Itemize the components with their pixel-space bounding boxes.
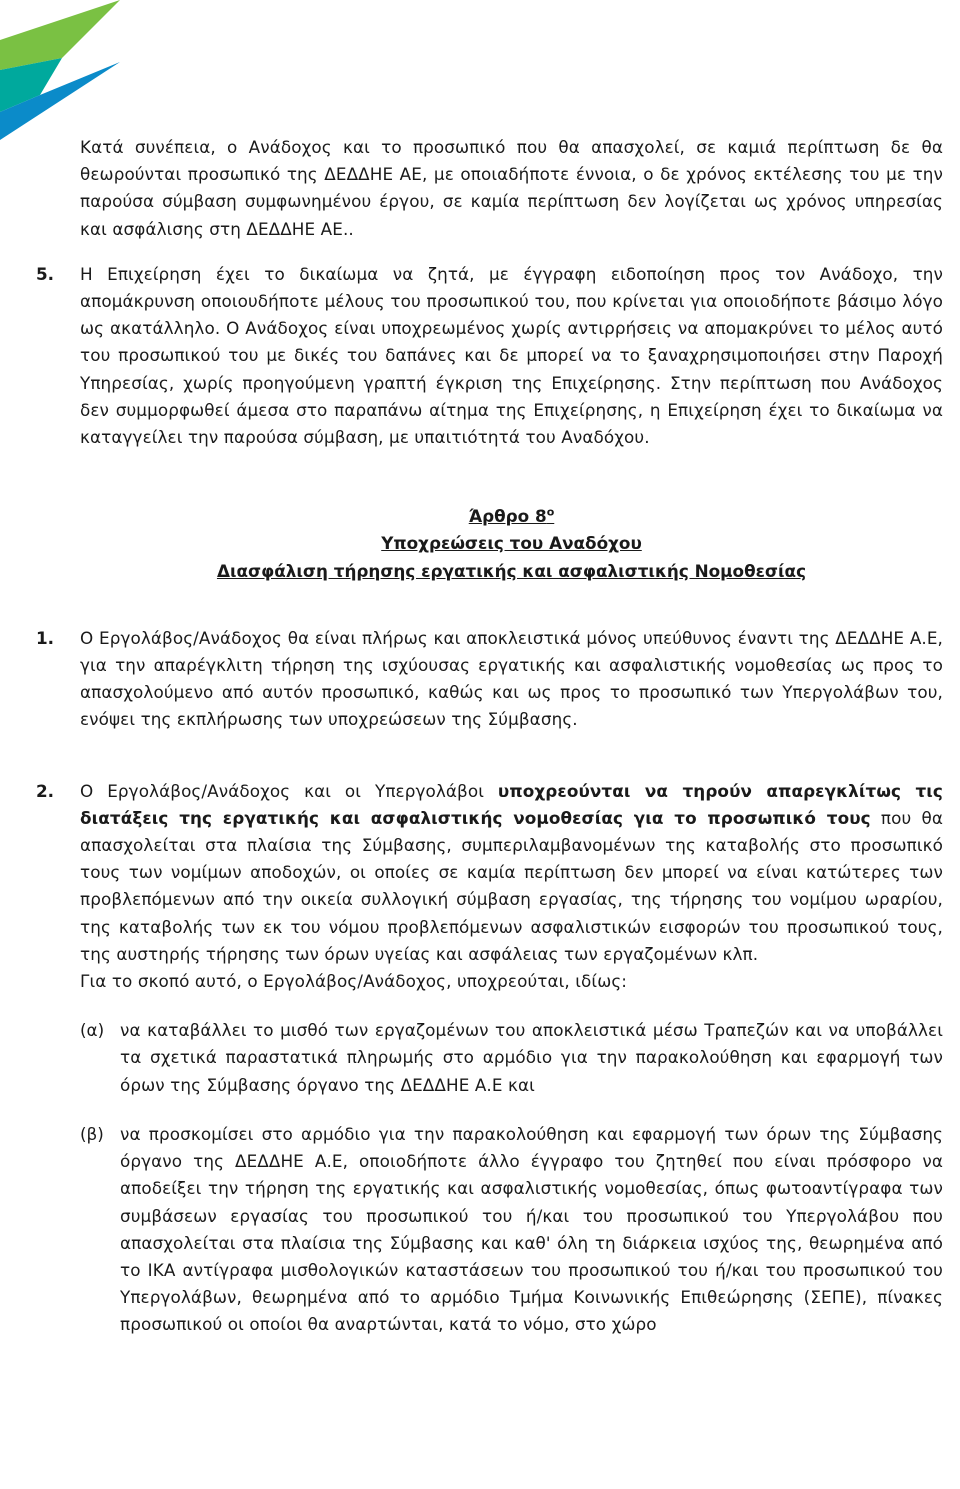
item-5-text: Η Επιχείρηση έχει το δικαίωμα να ζητά, με έγγραφη ειδοποίηση προς τον Ανάδοχο, την απομάκρυνση οποιουδήποτε μέλους του προσωπικού του, που κρίνεται για οποιοδήποτε βάσιμο λόγο ως ακατάλληλο. Ο Ανάδοχος είναι υποχρεωμένος χωρίς αντιρρήσεις να απομακρύνει το μέλος αυτό του προσωπικού του με δικές του δαπάνες και δε μπορεί να το ξαναχρησιμοποιήσει στην Παροχή Υπηρεσίας, χωρίς προηγούμενη γραπτή έγκριση της Επιχείρησης. Στην περίπτωση που Ανάδοχος δεν συμμορφωθεί άμεσα στο παραπάνω αίτημα της Επιχείρησης, η Επιχείρηση έχει το δικαίωμα να καταγγείλει την παρούσα σύμβαση, με υπαιτιότητά του Αναδόχου.	[80, 263, 943, 448]
sub-item-b	[80, 1121, 943, 1339]
intro-paragraph: Κατά συνέπεια, ο Ανάδοχος και το προσωπικό που θα απασχολεί, σε καμιά περίπτωση δε θα θεωρούνται προσωπικό της ΔΕΔΔΗΕ ΑΕ, με οποιαδήποτε έννοια, ο δε χρόνος εκτέλεσης του με την παρούσα σύμβαση συμφωνημένου έργου, σε καμία περίπτωση δεν λογίζεται ως χρόνος υπηρεσίας και ασφάλισης στη ΔΕΔΔΗΕ ΑΕ..	[80, 137, 943, 239]
item-1-text: Ο Εργολάβος/Ανάδοχος θα είναι πλήρως και αποκλειστικά μόνος υπεύθυνος έναντι της ΔΕΔΔΗΕ Α.Ε, για την απαρέγκλιτη τήρηση της ισχύουσας εργατικής και ασφαλιστικής νομοθεσίας ως προς το απασχολούμενο από αυτόν προσωπικό, καθώς και ως προς το προσωπικό των Υπεργολάβων του, ενόψει της εκπλήρωσης των υποχρεώσεων της Σύμβασης.	[80, 627, 943, 730]
sub-item-a	[80, 1017, 943, 1099]
company-logo-icon	[0, 0, 140, 140]
item-2-number: 2.	[36, 780, 55, 801]
item-5	[36, 261, 943, 451]
item-2-text	[80, 778, 943, 968]
item-2-lead: Ο Εργολάβος/Ανάδοχος και οι Υπεργολάβοι	[80, 780, 484, 801]
article-subtitle: Διασφάλιση τήρησης εργατικής και ασφαλιστικής Νομοθεσίας	[216, 560, 807, 581]
item-2-bold-clause: υποχρεούνται να τηρούν απαρεγκλίτως τις διατάξεις της εργατικής και ασφαλιστικής νομοθεσίας για το προσωπικό τους	[80, 780, 943, 828]
item-1-number: 1.	[36, 627, 55, 648]
sub-item-a-label: (α)	[80, 1020, 105, 1041]
sub-item-a-text: να καταβάλλει το μισθό των εργαζομένων του αποκλειστικά μέσω Τραπεζών και να υποβάλλει τα σχετικά παραστατικά πληρωμής στο αρμόδιο για την παρακολούθηση και εφαρμογή των όρων της Σύμβασης όργανο της ΔΕΔΔΗΕ Α.Ε και	[120, 1020, 943, 1095]
item-2	[36, 778, 943, 1339]
sub-item-b-text: να προσκομίσει στο αρμόδιο για την παρακολούθηση και εφαρμογή των όρων της Σύμβασης όργανο της ΔΕΔΔΗΕ Α.Ε, οποιοδήποτε άλλο έγγραφο του ζητηθεί που είναι πρόσφορο να αποδείξει την τήρηση της εργατικής και ασφαλιστικής νομοθεσίας, όπως φωτοαντίγραφα των συμβάσεων εργασίας του προσωπικού του ή/και του προσωπικού του Υπεργολάβου που απασχολείται στα πλαίσια της Σύμβασης και καθ' όλη τη διάρκεια ισχύος της, θεωρημένα από το ΙΚΑ αντίγραφα μισθολογικών καταστάσεων του προσωπικού του ή/και του προσωπικού του Υπεργολάβων, θεωρημένα από το αρμόδιο Τμήμα Κοινωνικής Επιθεώρησης (ΣΕΠΕ), πίνακες προσωπικού οι οποίοι θα αναρτώνται, κατά το νόμο, στο χώρο	[120, 1123, 943, 1335]
item-1	[36, 625, 943, 734]
item-2-rest: που θα απασχολείται στα πλαίσια της Σύμβασης, συμπεριλαμβανομένων της καταβολής στο προσωπικό τους των νομίμων αποδοχών, οι οποίες σε καμία περίπτωση δεν μπορεί να είναι κατώτερες των προβλεπόμενων από την οικεία συλλογική σύμβαση εργασίας, της τήρησης του νομίμου ωραρίου, της καταβολής των εκ του νόμου προβλεπόμενων ασφαλιστικών εισφορών του προσωπικού τους, της αυστηρής τήρησης των όρων υγείας και ασφάλειας των εργαζομένων κλπ.	[80, 807, 943, 964]
item-2-purpose: Για το σκοπό αυτό, ο Εργολάβος/Ανάδοχος, υποχρεούται, ιδίως:	[80, 971, 628, 992]
sub-item-b-label: (β)	[80, 1123, 104, 1144]
article-title: Υποχρεώσεις του Αναδόχου	[381, 533, 642, 554]
document-body	[36, 134, 943, 1339]
article-heading	[80, 503, 943, 585]
article-number: Άρθρο $8^o$	[468, 505, 555, 527]
item-5-number: 5.	[36, 263, 55, 284]
